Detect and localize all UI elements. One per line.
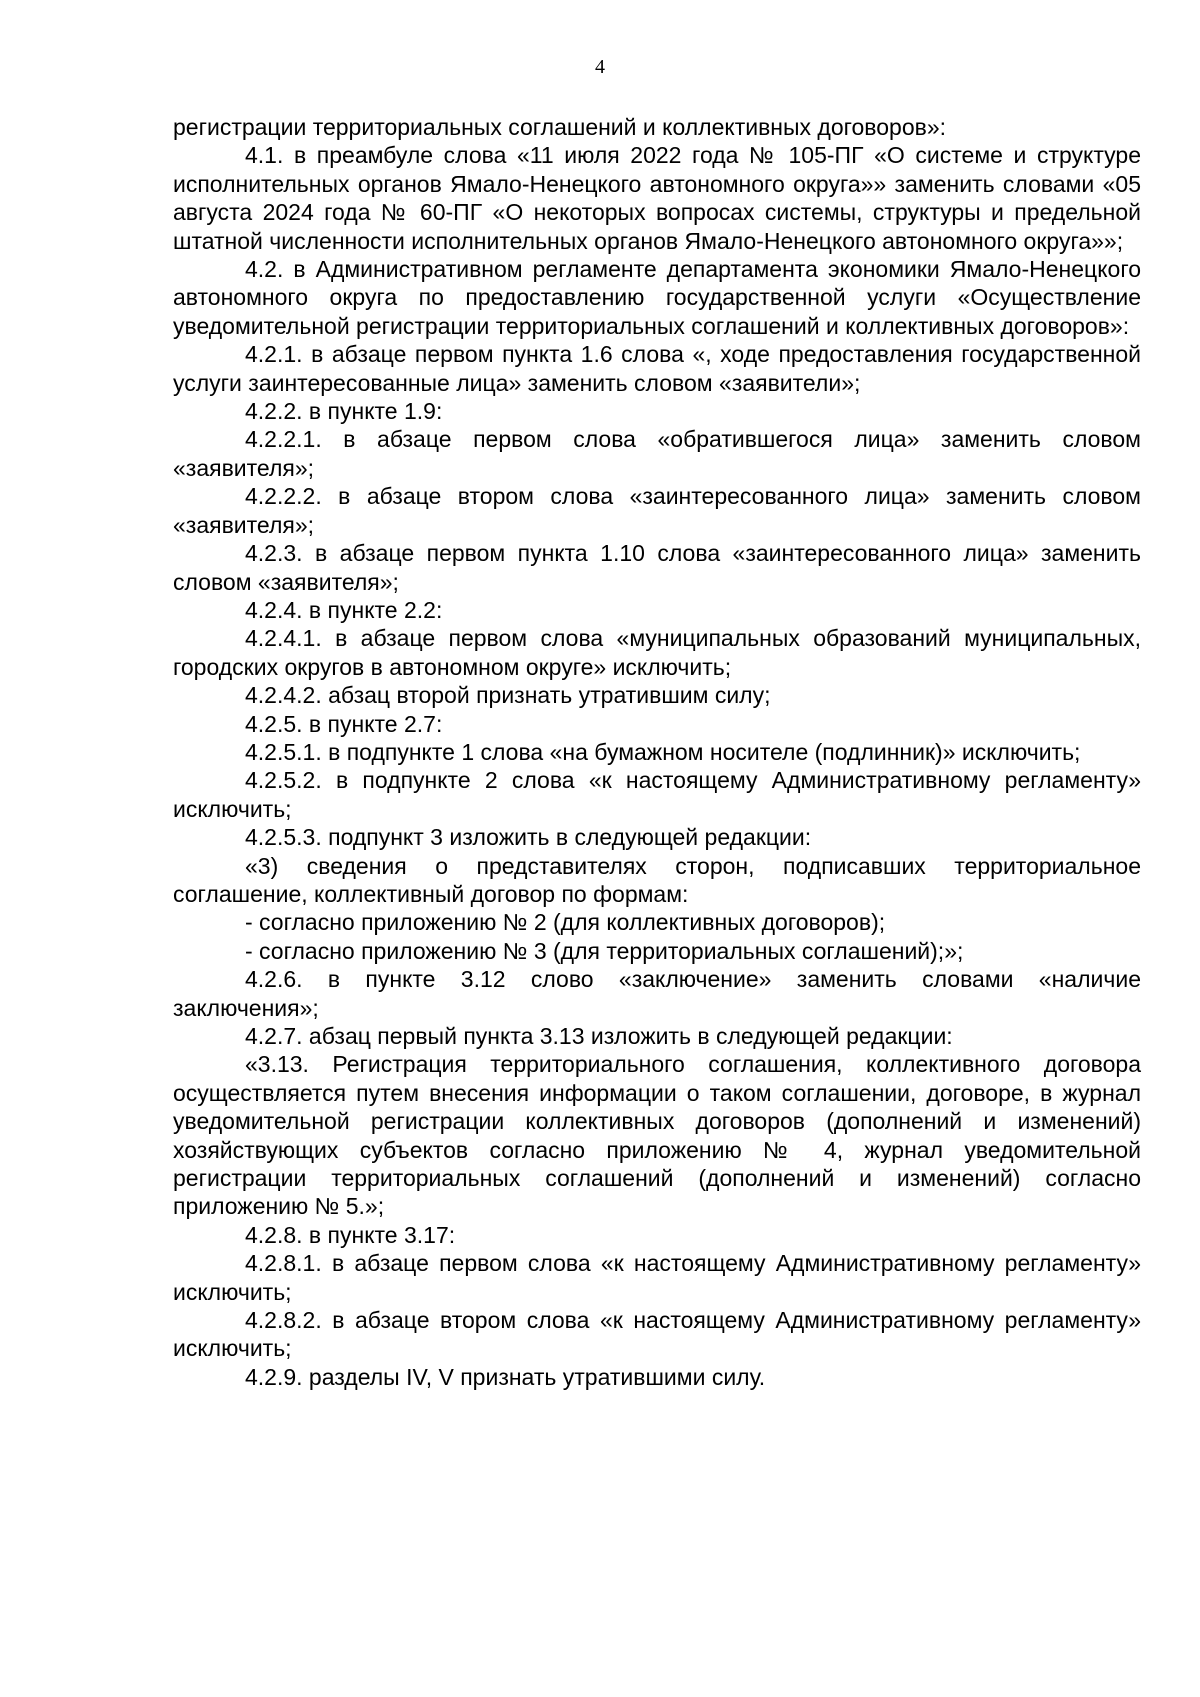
paragraph: 4.1. в преамбуле слова «11 июля 2022 года № 105-ПГ «О системе и структуре исполнительных органов Ямало-Ненецкого автономного округа»» заменить словами «05 августа 2024 года № 60-ПГ «О некоторых вопросах системы, структуры и предельной штатной численности исполнительных органов Ямало-Ненецкого автономного округа»»; bbox=[173, 142, 1141, 254]
paragraph: 4.2.8.1. в абзаце первом слова «к настоящему Административному регламенту» исключить; bbox=[173, 1250, 1141, 1305]
paragraph: 4.2.2. в пункте 1.9: bbox=[245, 398, 443, 425]
paragraph: 4.2.4. в пункте 2.2: bbox=[245, 596, 443, 623]
paragraph: 4.2.3. в абзаце первом пункта 1.10 слова «заинтересованного лица» заменить словом «заявителя»; bbox=[173, 540, 1141, 595]
paragraph: 4.2.4.2. абзац второй признать утратившим силу; bbox=[245, 682, 771, 709]
paragraph: 4.2.7. абзац первый пункта 3.13 изложить в следующей редакции: bbox=[245, 1023, 953, 1049]
paragraph: 4.2.2.1. в абзаце первом слова «обратившегося лица» заменить словом «заявителя»; bbox=[173, 426, 1141, 481]
paragraph: регистрации территориальных соглашений и коллективных договоров»: bbox=[173, 114, 947, 140]
paragraph: 4.2.5. в пункте 2.7: bbox=[245, 710, 443, 737]
paragraph: 4.2.1. в абзаце первом пункта 1.6 слова «, ходе предоставления государственной услуги заинтересованные лица» заменить словом «заявители»; bbox=[173, 341, 1141, 396]
paragraph: 4.2. в Административном регламенте департамента экономики Ямало-Ненецкого автономного округа по предоставлению государственной услуги «Осуществление уведомительной регистрации территориальных соглашений и коллективных договоров»: bbox=[173, 256, 1141, 339]
paragraph: 4.2.5.2. в подпункте 2 слова «к настоящему Административному регламенту» исключить; bbox=[173, 767, 1141, 822]
page-number: 4 bbox=[595, 56, 605, 78]
paragraph: 4.2.5.1. в подпункте 1 слова «на бумажном носителе (подлинник)» исключить; bbox=[245, 738, 1081, 765]
paragraph: 4.2.5.3. подпункт 3 изложить в следующей редакции: bbox=[245, 824, 812, 851]
paragraph: 4.2.6. в пункте 3.12 слово «заключение» заменить словами «наличие заключения»; bbox=[173, 966, 1141, 1021]
paragraph: 4.2.8. в пункте 3.17: bbox=[245, 1221, 456, 1248]
paragraph: 4.2.9. разделы IV, V признать утратившими силу. bbox=[245, 1363, 766, 1390]
paragraph: 4.2.4.1. в абзаце первом слова «муниципальных образований муниципальных, городских округов в автономном округе» исключить; bbox=[173, 625, 1141, 680]
paragraph: «3) сведения о представителях сторон, подписавших территориальное соглашение, коллективный договор по формам: bbox=[173, 852, 1141, 907]
paragraph: «3.13. Регистрация территориального соглашения, коллективного договора осуществляется путем внесения информации о таком соглашении, договоре, в журнал уведомительной регистрации коллективных договоров (дополнений и изменений) хозяйствующих субъектов согласно приложению № 4, журнал уведомительной регистрации территориальных соглашений (дополнений и изменений) согласно приложению № 5.»; bbox=[173, 1051, 1141, 1220]
paragraph: - согласно приложению № 3 (для территориальных соглашений);»; bbox=[245, 937, 964, 964]
paragraph: 4.2.8.2. в абзаце втором слова «к настоящему Административному регламенту» исключить; bbox=[173, 1307, 1141, 1362]
paragraph: - согласно приложению № 2 (для коллективных договоров); bbox=[245, 909, 886, 936]
paragraph: 4.2.2.2. в абзаце втором слова «заинтересованного лица» заменить словом «заявителя»; bbox=[173, 483, 1141, 538]
document-body bbox=[173, 113, 1141, 1391]
